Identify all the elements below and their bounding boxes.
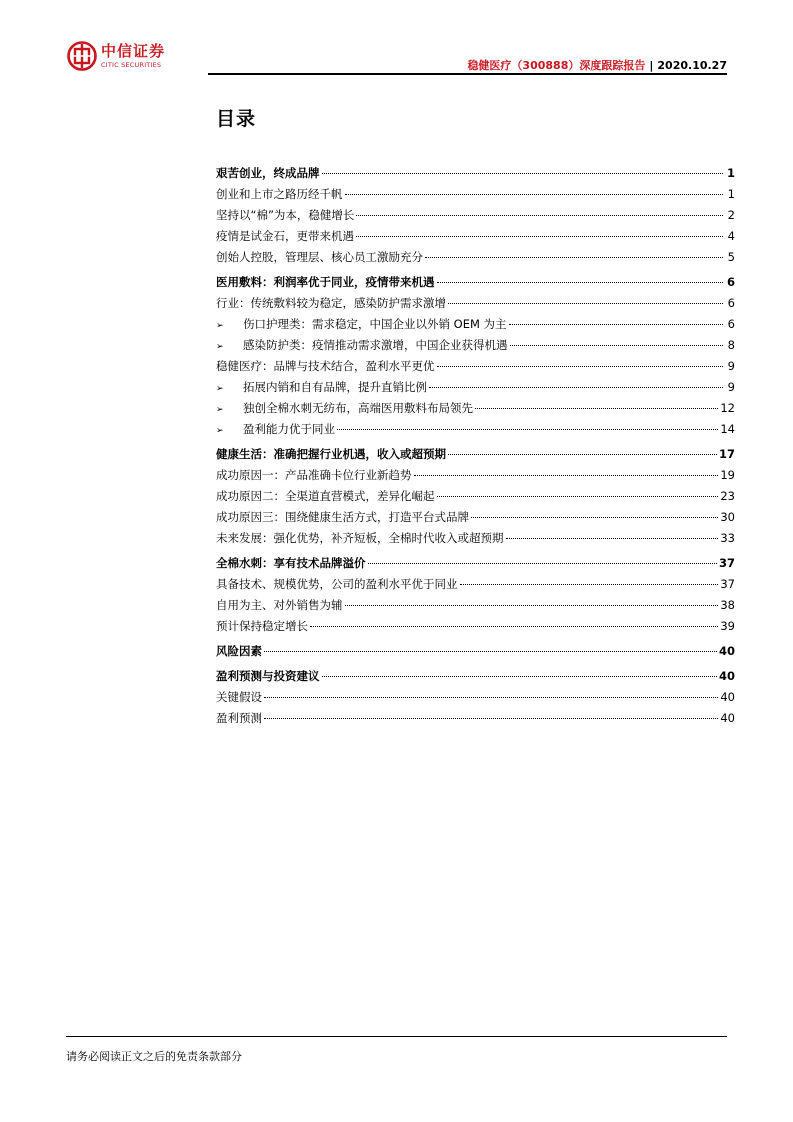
toc-entry-title: 感染防护类：疫情推动需求激增，中国企业获得机遇: [243, 338, 508, 352]
toc-section-entry[interactable]: [216, 666, 735, 687]
toc-page-number: 9: [727, 359, 735, 373]
dot-leader: [448, 453, 717, 455]
toc-entry-title: 行业：传统敷料较为稳定，感染防护需求激增: [216, 296, 446, 310]
dot-leader: [460, 583, 719, 585]
toc-entry-title: 创业和上市之路历经千帆: [216, 187, 343, 201]
toc-entry-title: 关键假设: [216, 690, 262, 704]
toc-entry[interactable]: [216, 398, 735, 419]
dot-leader: [345, 604, 719, 606]
toc-page-number: 2: [727, 208, 735, 222]
citic-logo-icon: [67, 41, 97, 71]
report-header: [467, 57, 727, 73]
toc-entry[interactable]: [216, 335, 735, 356]
arrow-bullet-icon: ➢: [216, 405, 224, 415]
dot-leader: [414, 474, 719, 476]
toc-page-number: 39: [720, 619, 735, 633]
toc-entry-title: 盈利预测与投资建议: [216, 669, 320, 683]
table-of-contents: [216, 163, 735, 729]
dot-leader: [509, 323, 723, 325]
toc-page-number: 33: [720, 531, 735, 545]
dot-leader: [475, 407, 718, 409]
toc-page-number: 1: [726, 166, 735, 180]
arrow-bullet-icon: ➢: [216, 384, 224, 394]
toc-entry[interactable]: [216, 205, 735, 226]
toc-entry[interactable]: [216, 226, 735, 247]
arrow-bullet-icon: ➢: [216, 321, 224, 331]
dot-leader: [264, 696, 718, 698]
toc-page-number: 38: [720, 598, 735, 612]
toc-page-number: 6: [727, 317, 735, 331]
dot-leader: [437, 365, 724, 367]
toc-page-number: 17: [718, 447, 735, 461]
toc-entry[interactable]: [216, 247, 735, 268]
toc-entry-title: 成功原因二：全渠道直营模式，差异化崛起: [216, 489, 435, 503]
dot-leader: [356, 214, 723, 216]
toc-page-number: 6: [727, 296, 735, 310]
dot-leader: [506, 537, 719, 539]
dot-leader: [437, 495, 719, 497]
toc-entry-title: 创始人控股，管理层、核心员工激励充分: [216, 250, 423, 264]
toc-entry-title: 稳健医疗：品牌与技术结合，盈利水平更优: [216, 359, 435, 373]
toc-page-number: 14: [720, 422, 735, 436]
toc-entry-title: 坚持以“棉”为本，稳健增长: [216, 208, 355, 222]
dot-leader: [322, 675, 717, 677]
toc-section-entry[interactable]: [216, 444, 735, 465]
toc-page-number: 23: [720, 489, 735, 503]
toc-entry[interactable]: [216, 465, 735, 486]
dot-leader: [322, 172, 724, 174]
toc-entry[interactable]: [216, 595, 735, 616]
citic-logo: [67, 40, 165, 72]
dot-leader: [437, 281, 724, 283]
toc-entry[interactable]: [216, 687, 735, 708]
toc-entry[interactable]: [216, 419, 735, 440]
toc-page-number: 9: [727, 380, 735, 394]
toc-page-number: 6: [726, 275, 735, 289]
toc-page-number: 19: [720, 468, 735, 482]
header-divider: [208, 73, 727, 75]
arrow-bullet-icon: ➢: [216, 426, 224, 436]
toc-entry[interactable]: [216, 314, 735, 335]
dot-leader: [471, 516, 718, 518]
toc-entry-title: 伤口护理类：需求稳定，中国企业以外销 OEM 为主: [243, 317, 507, 331]
report-title: 稳健医疗（300888）深度跟踪报告: [467, 59, 646, 72]
toc-entry-title: 成功原因一：产品准确卡位行业新趋势: [216, 468, 412, 482]
toc-entry-title: 全棉水刺：享有技术品牌溢价: [216, 556, 366, 570]
toc-page-number: 40: [718, 669, 735, 683]
toc-page-number: 40: [720, 711, 735, 725]
toc-entry-title: 具备技术、规模优势，公司的盈利水平优于同业: [216, 577, 458, 591]
dot-leader: [310, 625, 718, 627]
dot-leader: [368, 562, 717, 564]
toc-entry-title: 盈利预测: [216, 711, 262, 725]
dot-leader: [337, 428, 718, 430]
report-date: 2020.10.27: [657, 59, 727, 72]
toc-entry-title: 未来发展：强化优势，补齐短板，全棉时代收入或超预期: [216, 531, 504, 545]
logo-name-cn: 中信证券: [101, 41, 166, 60]
toc-entry-title: 成功原因三：围绕健康生活方式，打造平台式品牌: [216, 510, 469, 524]
toc-entry-title: 盈利能力优于同业: [243, 422, 335, 436]
toc-page-number: 5: [727, 250, 735, 264]
toc-entry-title: 自用为主、对外销售为辅: [216, 598, 343, 612]
toc-page-number: 1: [727, 187, 735, 201]
toc-entry[interactable]: [216, 708, 735, 729]
toc-section-entry[interactable]: [216, 163, 735, 184]
toc-entry[interactable]: [216, 184, 735, 205]
toc-entry[interactable]: [216, 528, 735, 549]
dot-leader: [429, 386, 723, 388]
dot-leader: [264, 717, 718, 719]
dot-leader: [425, 256, 723, 258]
toc-entry[interactable]: [216, 507, 735, 528]
toc-entry[interactable]: [216, 377, 735, 398]
toc-entry[interactable]: [216, 486, 735, 507]
arrow-bullet-icon: ➢: [216, 342, 224, 352]
toc-section-entry[interactable]: [216, 272, 735, 293]
toc-entry-title: 独创全棉水刺无纺布，高端医用敷料布局领先: [243, 401, 473, 415]
footer-disclaimer: 请务必阅读正文之后的免责条款部分: [66, 1050, 242, 1063]
dot-leader: [448, 302, 723, 304]
toc-entry-title: 疫情是试金石，更带来机遇: [216, 229, 354, 243]
toc-page-number: 12: [720, 401, 735, 415]
toc-title: 目录: [216, 108, 257, 130]
toc-entry-title: 艰苦创业，终成品牌: [216, 166, 320, 180]
toc-entry[interactable]: [216, 356, 735, 377]
toc-entry-title: 风险因素: [216, 644, 262, 658]
footer-divider: [66, 1036, 727, 1037]
toc-entry[interactable]: [216, 616, 735, 637]
toc-entry[interactable]: [216, 574, 735, 595]
toc-page-number: 30: [720, 510, 735, 524]
dot-leader: [356, 235, 723, 237]
toc-entry-title: 预计保持稳定增长: [216, 619, 308, 633]
toc-entry[interactable]: [216, 293, 735, 314]
toc-page-number: 37: [718, 556, 735, 570]
dot-leader: [345, 193, 724, 195]
toc-page-number: 8: [727, 338, 735, 352]
toc-page-number: 37: [720, 577, 735, 591]
toc-entry-title: 医用敷料：利润率优于同业，疫情带来机遇: [216, 275, 435, 289]
toc-page-number: 40: [718, 644, 735, 658]
toc-page-number: 4: [727, 229, 735, 243]
toc-page-number: 40: [720, 690, 735, 704]
toc-section-entry[interactable]: [216, 641, 735, 662]
toc-entry-title: 健康生活：准确把握行业机遇，收入或超预期: [216, 447, 446, 461]
toc-entry-title: 拓展内销和自有品牌，提升直销比例: [243, 380, 427, 394]
dot-leader: [510, 344, 724, 346]
header-separator: |: [649, 59, 654, 72]
dot-leader: [264, 650, 717, 652]
toc-section-entry[interactable]: [216, 553, 735, 574]
logo-name-en: CITIC SECURITIES: [101, 60, 162, 69]
